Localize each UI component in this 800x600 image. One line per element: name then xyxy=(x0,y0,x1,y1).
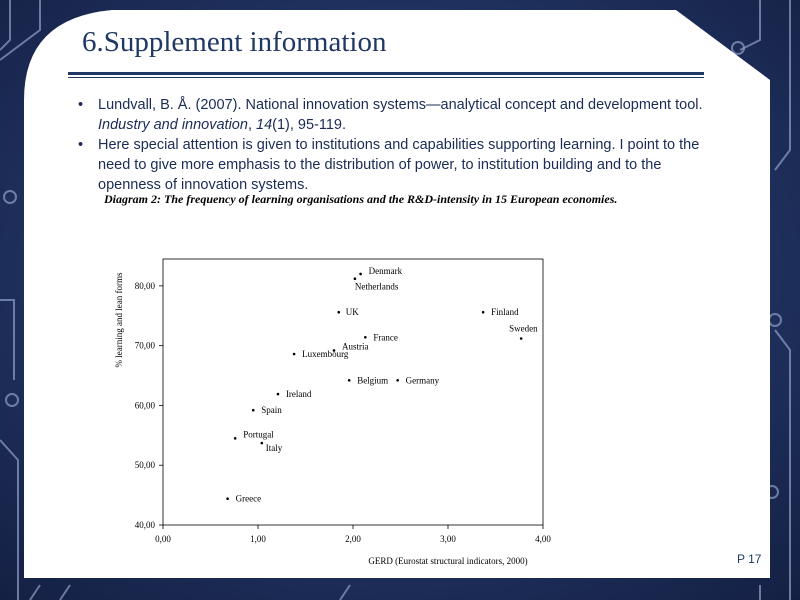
statement-text: Here special attention is given to institutions and capabilities supporting learning. I point to the need to give more emphasis to the distribution of power, to institution building and to the openness of innovation systems. xyxy=(98,137,700,193)
point-label-france: France xyxy=(373,332,398,343)
data-points xyxy=(226,266,538,504)
y-tick-label: 60,00 xyxy=(134,400,155,411)
point-label-spain: Spain xyxy=(261,405,282,416)
data-point-ireland xyxy=(277,393,280,396)
title-underline-thick xyxy=(68,72,704,75)
reference-part-4: (1), 95-119. xyxy=(272,117,347,133)
bullet-dot-icon: • xyxy=(78,97,84,113)
point-label-germany: Germany xyxy=(405,375,440,386)
data-point-germany xyxy=(396,379,399,382)
figure-caption: Diagram 2: The frequency of learning organisations and the R&D-intensity in 15 European economies. xyxy=(104,192,618,206)
data-point-uk xyxy=(337,311,340,314)
point-label-ireland: Ireland xyxy=(285,389,312,400)
data-point-italy xyxy=(261,442,264,445)
data-point-belgium xyxy=(348,379,351,382)
point-label-denmark: Denmark xyxy=(368,265,403,276)
point-label-greece: Greece xyxy=(235,493,262,504)
data-point-denmark xyxy=(359,273,362,276)
reference-part-0: Lundvall, B. Å. (2007). National innovation systems—analytical concept and development tool. xyxy=(98,97,703,113)
point-label-sweden: Sweden xyxy=(509,323,538,334)
bullet-list xyxy=(78,95,728,195)
y-axis-label: % learning and lean forms xyxy=(114,272,124,368)
point-label-netherlands: Netherlands xyxy=(354,281,399,292)
x-tick-label: 0,00 xyxy=(155,534,171,544)
data-point-greece xyxy=(226,497,229,500)
title-underline-thin xyxy=(68,77,704,78)
x-axis-ticks xyxy=(155,525,551,544)
slide-title: 6.Supplement information xyxy=(82,26,387,58)
data-point-france xyxy=(364,336,367,339)
y-tick-label: 40,00 xyxy=(134,520,155,530)
data-point-netherlands xyxy=(354,277,357,280)
data-point-portugal xyxy=(234,437,237,440)
x-tick-label: 3,00 xyxy=(440,534,456,544)
y-tick-label: 70,00 xyxy=(134,340,155,351)
point-label-italy: Italy xyxy=(265,443,283,454)
x-axis-label: GERD (Eurostat structural indicators, 2000) xyxy=(368,556,528,566)
data-point-sweden xyxy=(520,337,523,340)
point-label-belgium: Belgium xyxy=(357,375,389,386)
reference-part-1: Industry and innovation xyxy=(98,117,248,133)
y-axis-ticks xyxy=(135,281,163,530)
reference-part-2: , xyxy=(247,117,256,133)
point-label-uk: UK xyxy=(345,307,359,318)
bullet-dot-icon: • xyxy=(78,137,84,153)
bullet-reference xyxy=(78,95,728,135)
point-label-luxembourg: Luxembourg xyxy=(302,349,349,360)
data-point-luxembourg xyxy=(293,353,296,356)
x-tick-label: 2,00 xyxy=(345,534,361,544)
reference-text xyxy=(98,97,703,133)
x-tick-label: 4,00 xyxy=(535,534,551,544)
point-label-portugal: Portugal xyxy=(243,429,274,440)
point-label-austria: Austria xyxy=(342,341,369,352)
data-point-spain xyxy=(252,409,255,412)
y-tick-label: 80,00 xyxy=(134,280,155,291)
scatter-chart xyxy=(100,250,560,580)
data-point-finland xyxy=(482,311,485,314)
y-tick-label: 50,00 xyxy=(134,460,155,471)
x-tick-label: 1,00 xyxy=(250,534,266,544)
bullet-statement xyxy=(78,135,728,195)
point-label-finland: Finland xyxy=(491,307,519,318)
page-number: P 17 xyxy=(737,552,762,566)
reference-part-3: 14 xyxy=(256,117,273,133)
plot-frame xyxy=(163,259,543,525)
